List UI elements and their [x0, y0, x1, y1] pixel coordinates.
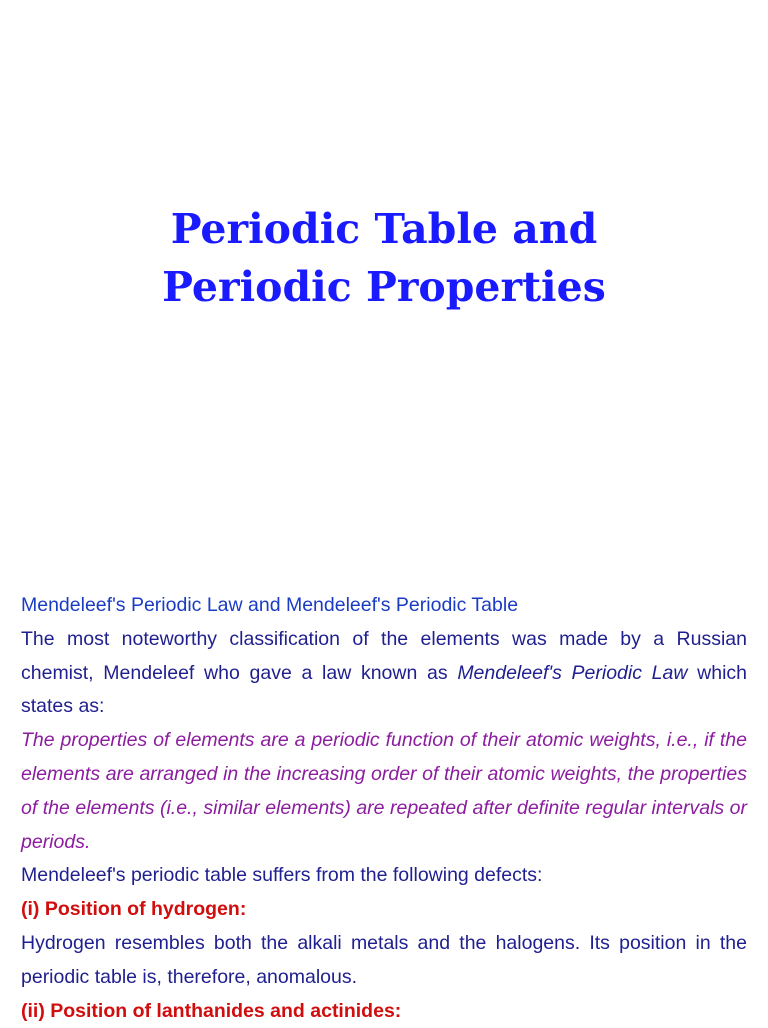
defect-1-text: Hydrogen resembles both the alkali metals and the halogens. Its position in the periodic table is, therefore, anomalous. [21, 931, 747, 988]
intro-text-before: The most noteworthy classification of the elements was made by a Russian chemist, Mendeleef who gave a law known as [21, 627, 747, 684]
section-heading: Mendeleef's Periodic Law and Mendeleef's Periodic Table [21, 594, 519, 616]
title-line-2: Periodic Properties [162, 263, 606, 311]
law-statement: The properties of elements are a periodic function of their atomic weights, i.e., if the elements are arranged in the increasing order of their atomic weights, the properties of the elements (i.e., similar elements) are repeated after definite regular intervals or periods. [21, 729, 747, 853]
defect-2-heading: (ii) Position of lanthanides and actinides: [21, 999, 402, 1022]
title-line-1: Periodic Table and [170, 205, 598, 253]
intro-paragraph [21, 623, 747, 724]
page-title [0, 200, 768, 316]
document-body [21, 589, 747, 1028]
defect-1-heading: (i) Position of hydrogen: [21, 898, 247, 921]
defects-intro: Mendeleef's periodic table suffers from the following defects: [21, 864, 543, 887]
intro-italic-term: Mendeleef's Periodic Law [457, 661, 688, 684]
intro-text-after: which states as: [21, 661, 747, 718]
